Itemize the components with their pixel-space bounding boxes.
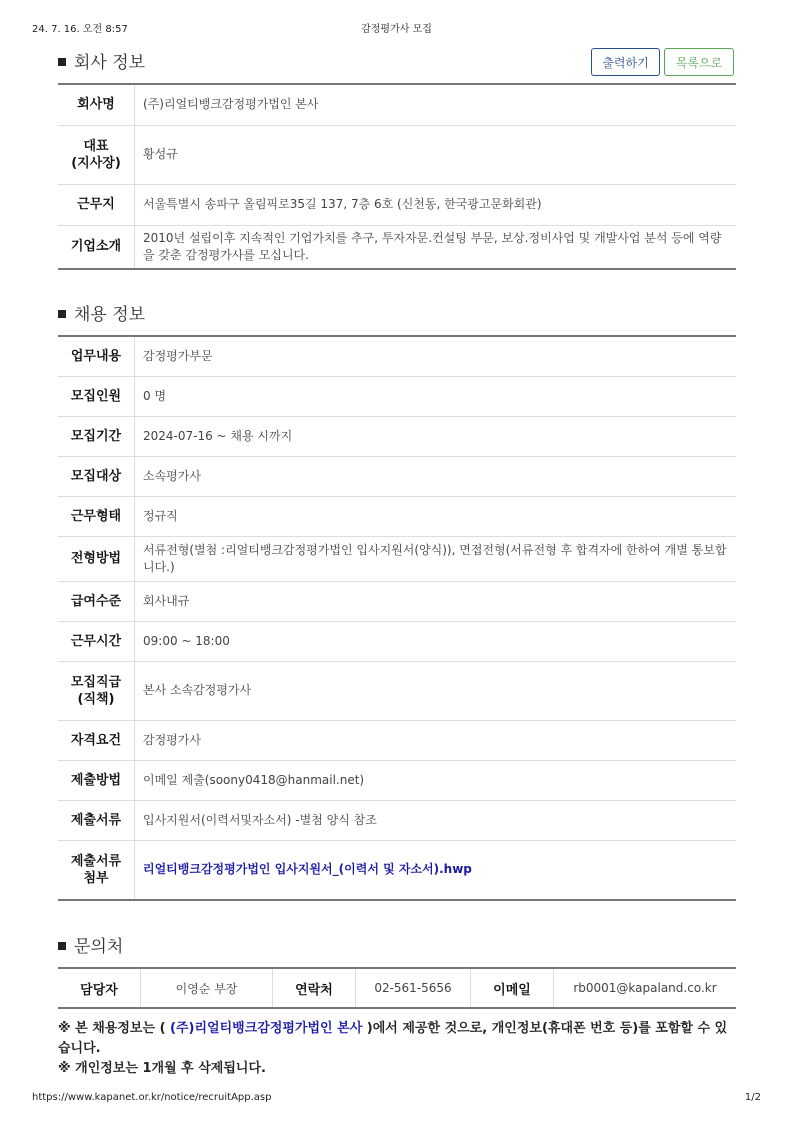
phone-value: 02-561-5656 (356, 968, 471, 1008)
attachment-link[interactable]: 리얼티뱅크감정평가법인 입사지원서_(이력서 및 자소서).hwp (143, 862, 472, 877)
row-label (58, 661, 135, 720)
row-label: 회사명 (58, 84, 135, 125)
square-bullet-icon (58, 310, 66, 318)
table-row (58, 968, 736, 1008)
table-row (58, 840, 736, 900)
row-label: 모집대상 (58, 456, 135, 496)
print-url: https://www.kapanet.or.kr/notice/recruitApp.asp (32, 1092, 272, 1103)
table-row (58, 661, 736, 720)
row-label: 근무시간 (58, 621, 135, 661)
notice-company: (주)리얼티뱅크감정평가법인 본사 (170, 1021, 363, 1036)
row-label: 자격요건 (58, 720, 135, 760)
table-row (58, 720, 736, 760)
row-value: 09:00 ~ 18:00 (135, 621, 737, 661)
row-value: 황성규 (135, 125, 737, 184)
email-label: 이메일 (471, 968, 554, 1008)
notice-line-2: ※ 개인정보는 1개월 후 삭제됩니다. (58, 1061, 266, 1076)
row-label: 모집인원 (58, 376, 135, 416)
row-value: 이메일 제출(soony0418@hanmail.net) (135, 760, 737, 800)
table-row (58, 225, 736, 269)
row-value: 감정평가사 (135, 720, 737, 760)
table-row (58, 84, 736, 125)
square-bullet-icon (58, 58, 66, 66)
table-row (58, 621, 736, 661)
contact-section-label: 문의처 (74, 937, 124, 957)
row-value: 입사지원서(이력서및자소서) -별첨 양식 참조 (135, 800, 737, 840)
recruit-section-label: 채용 정보 (74, 305, 146, 325)
contact-table (58, 967, 736, 1009)
recruit-info-table (58, 335, 736, 901)
print-button[interactable]: 출력하기 (591, 48, 660, 76)
row-value: 서류전형(별첨 :리얼티뱅크감정평가법인 입사지원서(양식)), 면접전형(서류전형 후 합격자에 한하여 개별 통보합니다.) (135, 536, 737, 581)
table-row (58, 800, 736, 840)
phone-label: 연락처 (273, 968, 356, 1008)
list-button[interactable]: 목록으로 (664, 48, 734, 76)
email-value: rb0001@kapaland.co.kr (554, 968, 737, 1008)
print-date: 24. 7. 16. 오전 8:57 (32, 24, 128, 35)
row-label: 근무지 (58, 184, 135, 225)
row-label: 제출방법 (58, 760, 135, 800)
row-value: 감정평가부문 (143, 348, 213, 363)
row-label (58, 125, 135, 184)
notice-line-1 (58, 1019, 738, 1059)
company-section-label: 회사 정보 (74, 53, 146, 73)
row-value: 회사내규 (135, 581, 737, 621)
notice-suffix: )에서 제공한 것으로, 개인정보(휴대폰 번호 등)를 포함할 수 있습니다. (58, 1021, 728, 1056)
table-row (58, 376, 736, 416)
row-label-line: 대표 (지사장) (71, 138, 121, 171)
row-label (58, 840, 135, 900)
row-value: 2010년 설립이후 지속적인 기업가치를 추구, 투자자문.컨설팅 부문, 보상.정비사업 및 개발사업 분석 등에 역량을 갖춘 감정평가사를 모십니다. (135, 225, 737, 269)
row-label-line: 모집직급 (직책) (70, 674, 122, 707)
table-row (58, 125, 736, 184)
row-label: 업무내용 (58, 336, 135, 376)
table-row (58, 496, 736, 536)
person-value: 이영순 부장 (141, 968, 273, 1008)
row-value: 정규직 (135, 496, 737, 536)
row-value: 본사 소속감정평가사 (135, 661, 737, 720)
print-footer (32, 1092, 761, 1108)
contact-section-title (58, 932, 123, 957)
row-value: (주)리얼티뱅크감정평가법인 본사 (143, 97, 319, 112)
row-value: 서울특별시 송파구 올림픽로35길 137, 7층 6호 (신천동, 한국광고문화회관) (135, 184, 737, 225)
company-info-table (58, 83, 736, 270)
table-row (58, 581, 736, 621)
row-value: 소속평가사 (135, 456, 737, 496)
row-value (135, 840, 737, 900)
notice-prefix: ※ 본 채용정보는 ( (58, 1021, 171, 1036)
table-row (58, 760, 736, 800)
row-label: 급여수준 (58, 581, 135, 621)
page-number: 1/2 (744, 1092, 761, 1103)
table-row (58, 336, 736, 376)
square-bullet-icon (58, 942, 66, 950)
print-header (32, 20, 761, 36)
row-value: 2024-07-16 ~ 채용 시까지 (135, 416, 737, 456)
company-section-title (58, 48, 145, 73)
recruit-section-title (58, 300, 145, 325)
row-label: 모집기간 (58, 416, 135, 456)
table-row (58, 184, 736, 225)
row-value: 0 명 (135, 376, 737, 416)
privacy-notice (58, 1019, 738, 1079)
table-row (58, 416, 736, 456)
row-label: 전형방법 (58, 536, 135, 581)
table-row (58, 456, 736, 496)
row-label: 제출서류 (58, 800, 135, 840)
row-label: 기업소개 (58, 225, 135, 269)
print-title: 감정평가사 모집 (361, 24, 432, 35)
row-label: 근무형태 (58, 496, 135, 536)
person-label: 담당자 (80, 982, 118, 998)
row-label-line: 제출서류 첨부 (70, 853, 122, 886)
table-row (58, 536, 736, 581)
